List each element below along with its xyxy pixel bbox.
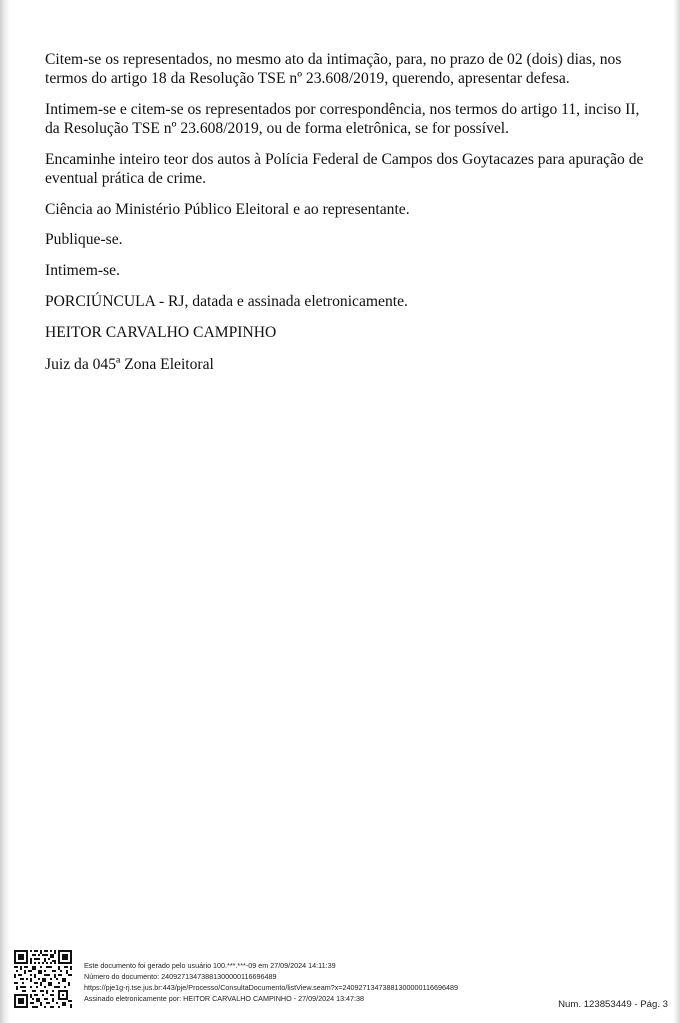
paragraph-intimate: Intimem-se. — [45, 262, 120, 279]
qr-code-icon — [14, 950, 72, 1008]
document-number-line: Número do documento: 24092713473881300000116696489 — [84, 972, 277, 981]
document-url-link[interactable]: https://pje1g-rj.tse.jus.br:443/pje/Processo/ConsultaDocumento/listView.seam?x=24092713473881300000116696489 — [84, 983, 458, 992]
paragraph-notification: Intimem-se e citem-se os representados por correspondência, nos termos do artigo 11, inciso II, da Resolução TSE nº 23.608/2019, ou de forma eletrônica, se for possível. — [45, 101, 640, 137]
electronic-signature-stamp — [84, 960, 458, 1004]
paragraph-place-date: PORCIÚNCULA - RJ, datada e assinada eletronicamente. — [45, 293, 408, 310]
document-footer — [14, 950, 674, 1020]
paragraph-citation: Citem-se os representados, no mesmo ato da intimação, para, no prazo de 02 (dois) dias, nos termos do artigo 18 da Resolução TSE nº 23.608/2019, querendo, apresentar defesa. — [45, 51, 622, 87]
page-left-edge-shadow — [0, 0, 10, 1023]
signed-by-line: Assinado eletronicamente por: HEITOR CARVALHO CAMPINHO - 27/09/2024 13:47:38 — [84, 994, 365, 1003]
judge-name: HEITOR CARVALHO CAMPINHO — [45, 324, 277, 341]
page-number-label: Num. 123853449 - Pág. 3 — [558, 999, 668, 1010]
paragraph-police-referral: Encaminhe inteiro teor dos autos à Polícia Federal de Campos dos Goytacazes para apuração de eventual prática de crime. — [45, 151, 644, 187]
generated-by-line: Este documento foi gerado pelo usuário 100.***.***-09 em 27/09/2024 14:11:39 — [84, 961, 336, 970]
paragraph-publish: Publique-se. — [45, 231, 123, 248]
judge-title: Juiz da 045ª Zona Eleitoral — [45, 356, 214, 373]
paragraph-science: Ciência ao Ministério Público Eleitoral e ao representante. — [45, 201, 410, 218]
document-body — [45, 50, 645, 374]
page-right-edge-shadow — [673, 0, 680, 1023]
